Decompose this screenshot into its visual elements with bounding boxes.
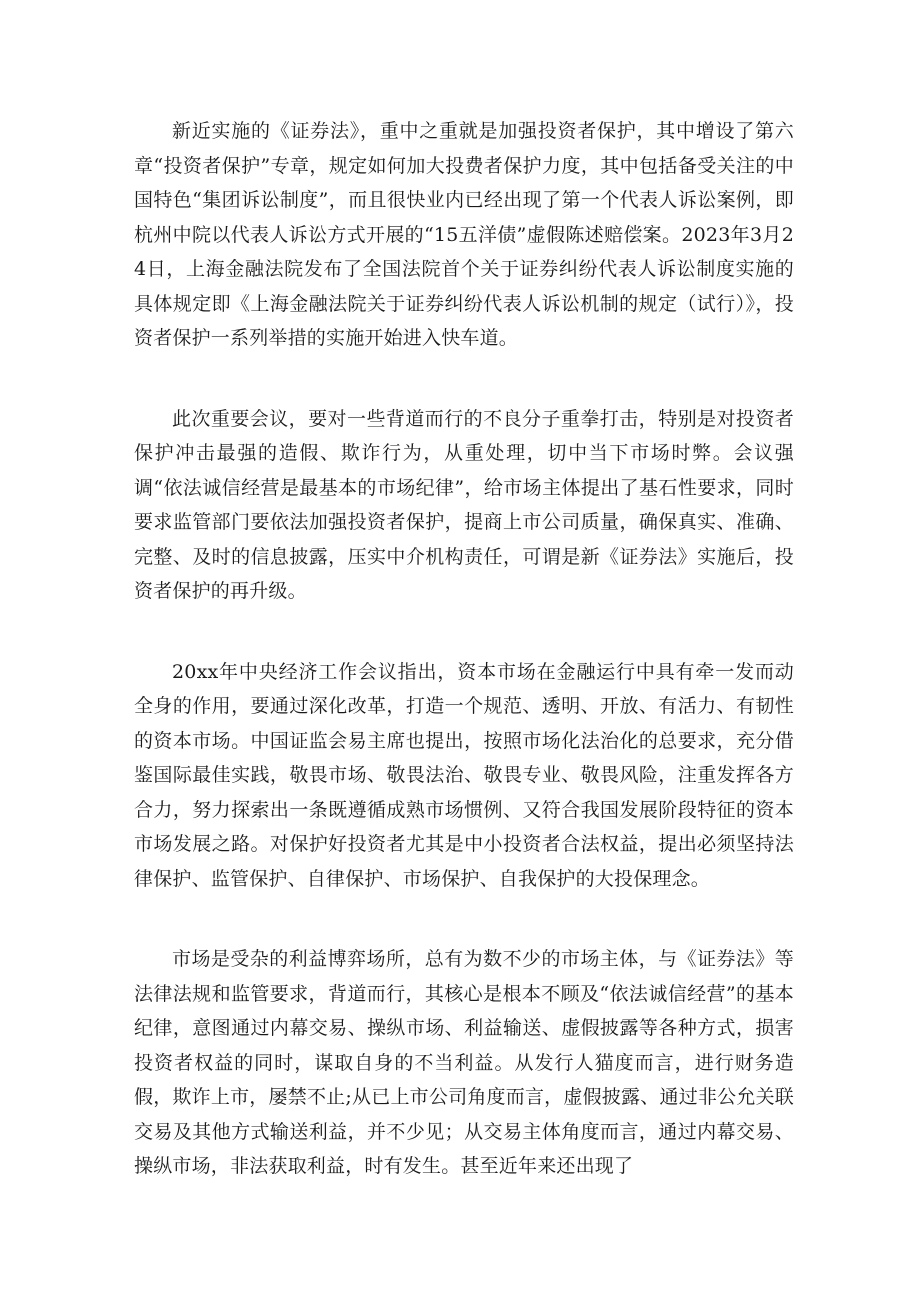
document-body xyxy=(134,114,794,1184)
paragraph-economic-conference: 20xx年中央经济工作会议指出，资本市场在金融运行中具有牵一发而动全身的作用，要通过深化改革，打造一个规范、透明、开放、有活力、有韧性的资本市场。中国证监会易主席也提出，按照市场化法治化的总要求，充分借鉴国际最佳实践，敬畏市场、敬畏法治、敬畏专业、敬畏风险，注重发挥各方合力，努力探索出一条既遵循成熟市场惯例、又符合我国发展阶段特征的资本市场发展之路。对保护好投资者尤其是中小投资者合法权益，提出必须坚持法律保护、监管保护、自律保护、市场保护、自我保护的大投保理念。 xyxy=(134,660,794,890)
paragraph-meeting: 此次重要会议，要对一些背道而行的不良分子重拳打击，特别是对投资者保护冲击最强的造假、欺诈行为，从重处理，切中当下市场时弊。会议强调“依法诚信经营是最基本的市场纪律”，给市场主体提出了基石性要求，同时要求监管部门要依法加强投资者保护，提商上市公司质量，确保真实、准确、完整、及时的信息披露，压实中介机构责任，可谓是新《证券法》实施后，投资者保护的再升级。 xyxy=(134,407,794,602)
paragraph-securities-law: 新近实施的《证券法》，重中之重就是加强投资者保护，其中增设了第六章“投资者保护”专章，规定如何加大投费者保护力度，其中包括备受关注的中国特色“集团诉讼制度”，而且很快业内已经出现了第一个代表人诉讼案例，即杭州中院以代表人诉讼方式开展的“15五洋债”虚假陈述赔偿案。2023年3月24日，上海金融法院发布了全国法院首个关于证券纠纷代表人诉讼制度实施的具体规定即《上海金融法院关于证券纠纷代表人诉讼机制的规定（试行）》，投资者保护一系列举措的实施开始进入快车道。 xyxy=(134,120,794,349)
paragraph-market-game: 市场是受杂的利益博弈场所，总有为数不少的市场主体，与《证券法》等法律法规和监管要求，背道而行，其核心是根本不顾及“依法诚信经营”的基本纪律，意图通过内幕交易、操纵市场、利益输送、虚假披露等各种方式，损害投资者权益的同时，谋取自身的不当利益。从发行人猫度而言，进行财务造假，欺诈上市，屡禁不止;从已上市公司角度而言，虚假披露、通过非公允关联交易及其他方式输送利益，并不少见；从交易主体角度而言，通过内幕交易、操纵市场，非法获取利益，时有发生。甚至近年来还出现了 xyxy=(134,948,794,1177)
